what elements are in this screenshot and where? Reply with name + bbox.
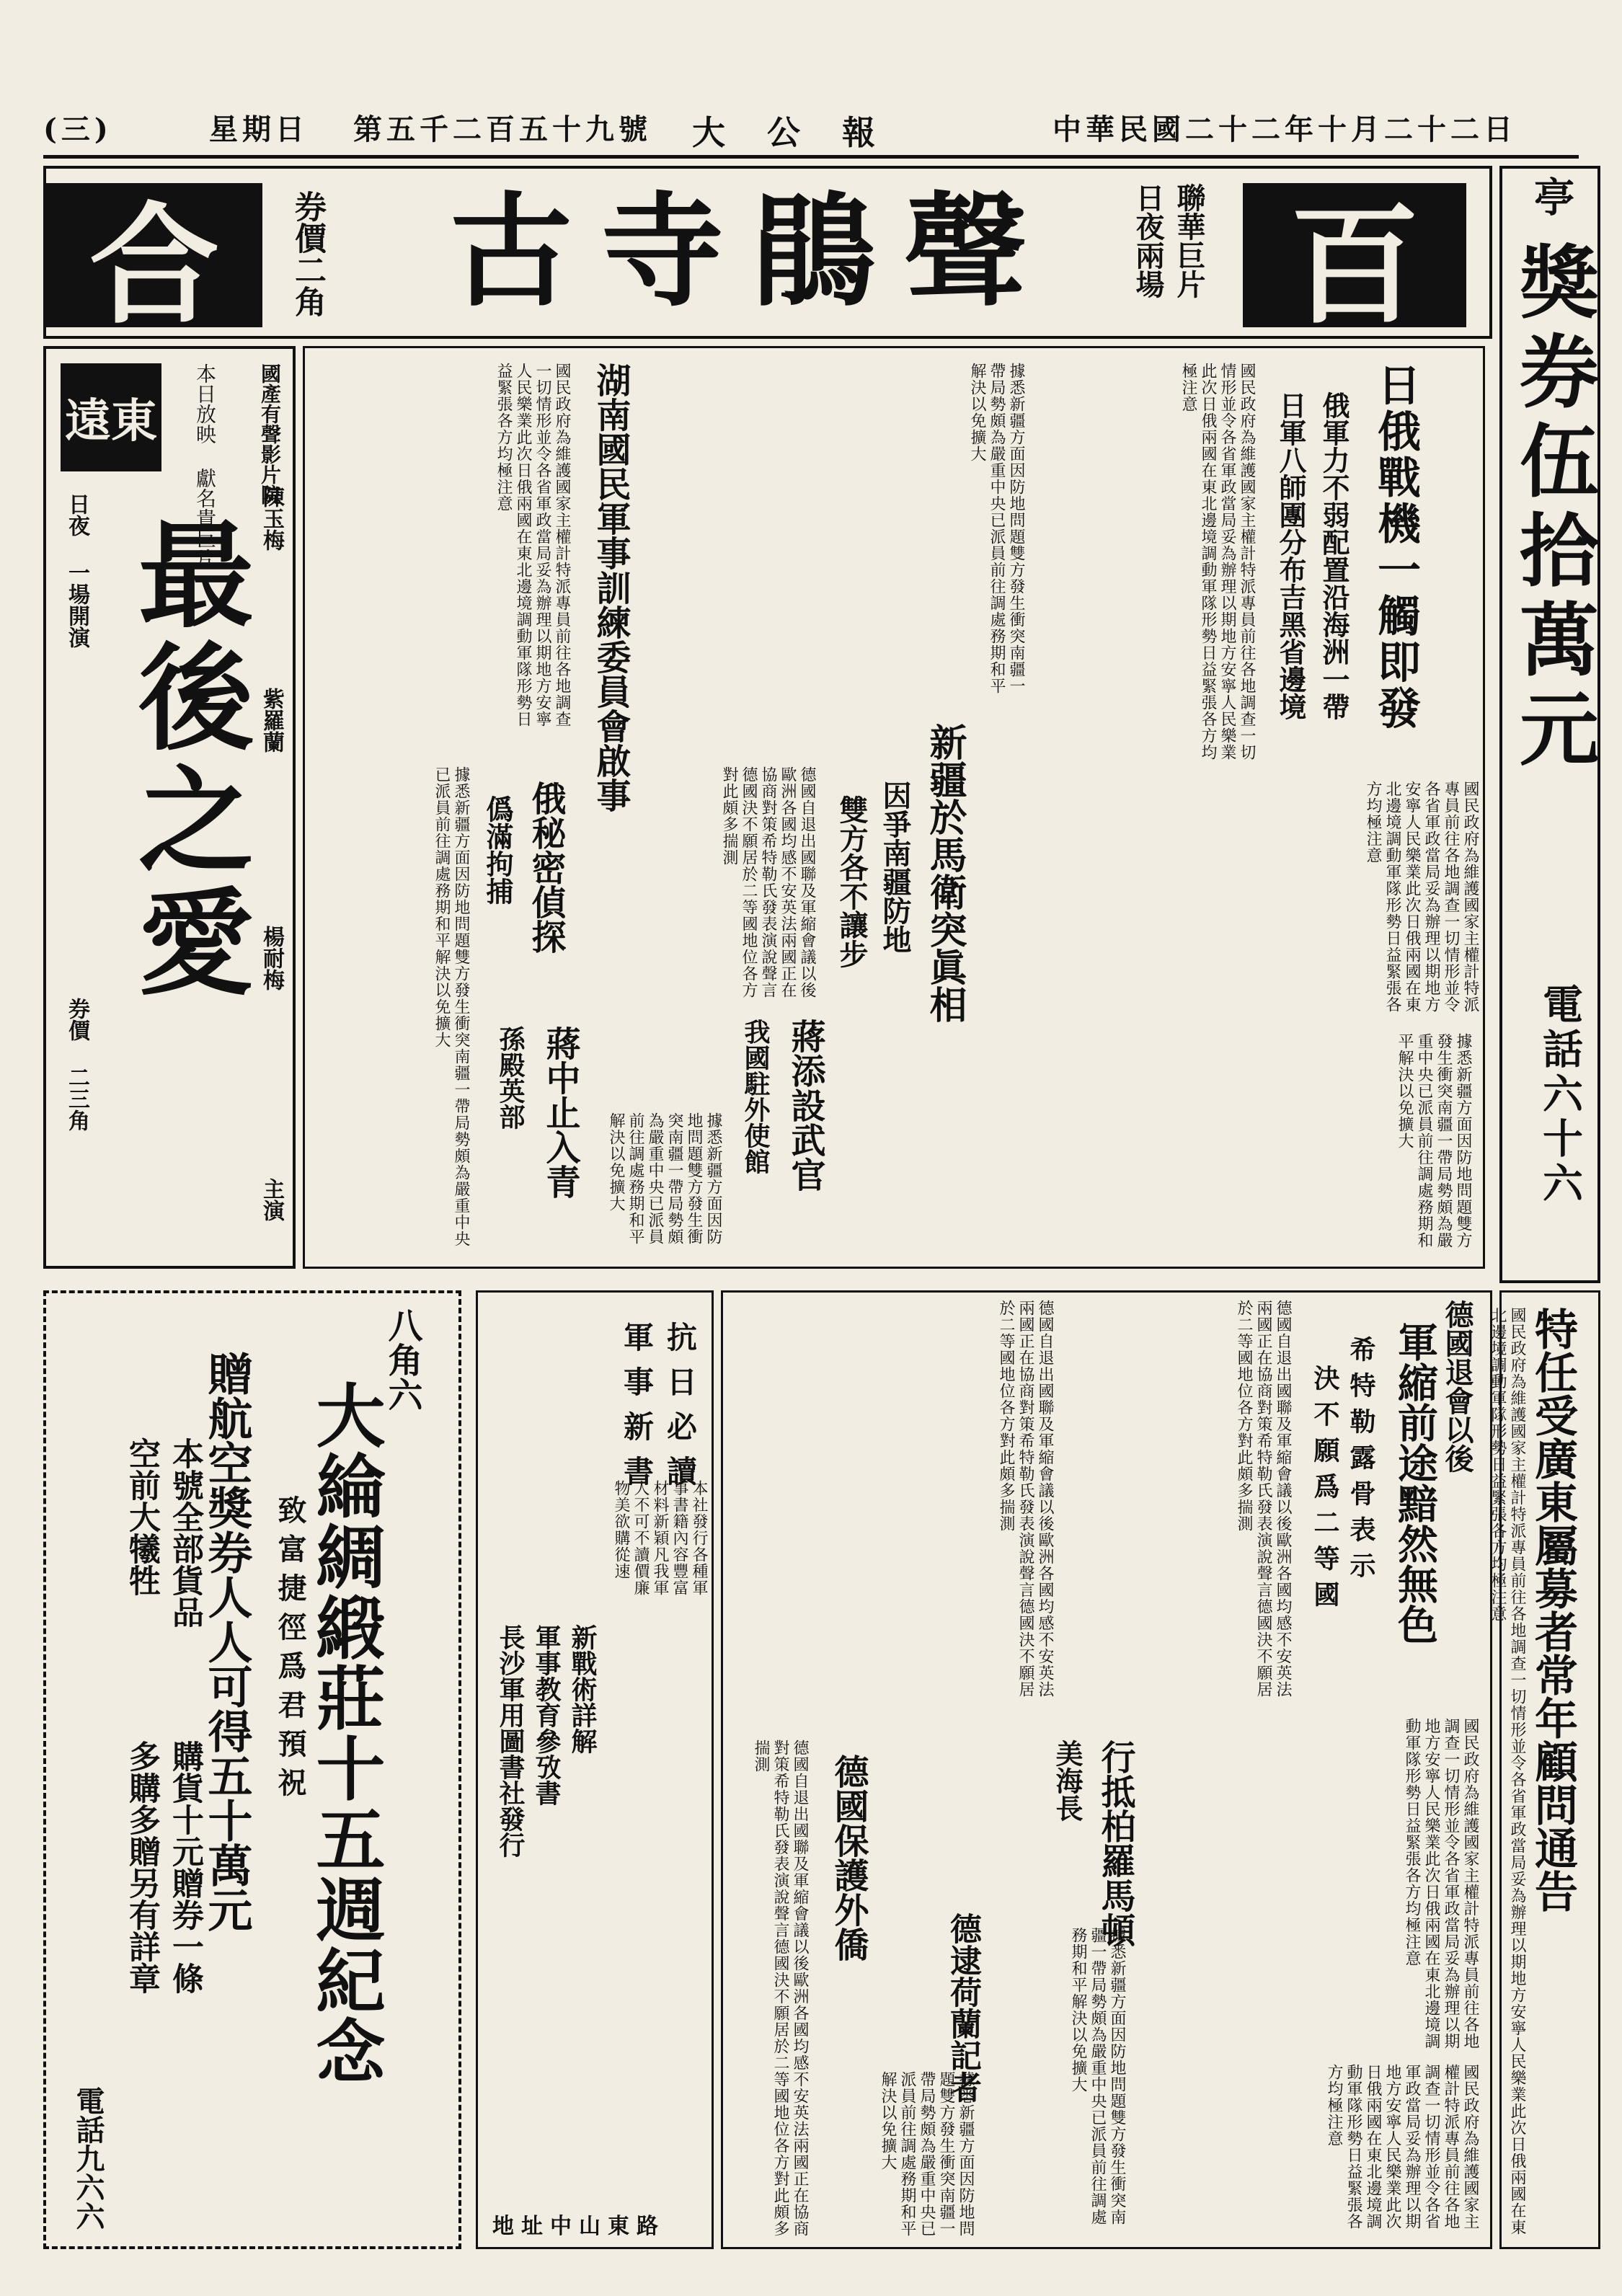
store-gift: 贈航空獎券人人可得五十萬元 — [200, 1351, 253, 1932]
banner-title: 古寺鵑聲 — [450, 179, 1056, 324]
eastern-title: 最後之愛 — [119, 515, 254, 1005]
special-body: 國民政府為維護國家主權計特派專員前往各地調查一切情形並令各省軍政當局妥為辦理以期地方安寧人民樂業此次日俄兩國在東北邊境調動軍隊形勢日益緊張各方均極注意 — [1489, 1307, 1526, 2235]
article-xinjiang-body-2: 據悉新疆方面因防地問題雙方發生衝突南疆一帶局勢頗為嚴重中央已派員前往調處務期和平解決以免擴大 — [1396, 1033, 1472, 1249]
eastern-showtimes: 日夜 一場開演 — [64, 493, 89, 648]
article-hunan-headline: 湖南國民軍事訓練委員會啟事 — [590, 363, 631, 812]
eastern-studio: 國產有聲影片院 — [258, 363, 282, 505]
banner-char-left: 百 — [1243, 183, 1466, 327]
article-ru-japan-sub1: 俄軍力不弱配置沿海洲一帶 — [1318, 391, 1350, 720]
eastern-tagline: 本日放映 獻名貴巨片 — [193, 363, 217, 569]
banner-info: 聯華巨片 日夜兩場 — [1131, 183, 1206, 298]
store-price: 八角六 — [382, 1308, 422, 1411]
article-germany-sub2: 決不願爲二等國 — [1310, 1365, 1340, 1617]
article-spy-body-2: 德國自退出國聯及軍縮會議以後歐洲各國均感不安英法兩國正在協商對策希特勒氏發表演說聲言德國決不願居於二等國地位各方對此頗多揣測 — [720, 766, 816, 998]
masthead-rule — [43, 155, 1579, 159]
article-spy-sub: 僞滿拘捕 — [482, 795, 514, 905]
article-xinjiang-headline: 新疆於馬衛突眞相 — [923, 723, 967, 1023]
lottery-phone: 電話六十六 — [1536, 983, 1584, 1207]
article-hunan-body: 國民政府為維護國家主權計特派專員前往各地調查一切情形並令各省軍政當局妥為辦理以期地方安寧人民樂業此次日俄兩國在東北邊境調動軍隊形勢日益緊張各方均極注意 — [495, 363, 571, 727]
article-protect-headline: 德國保護外僑 — [828, 1754, 869, 1962]
article-guandong-sub: 我國駐外使館 — [740, 1019, 771, 1174]
store-ad — [43, 1290, 461, 2249]
eastern-price: 券價 二三角 — [64, 998, 89, 1131]
eastern-cast-3: 楊耐梅 — [259, 926, 284, 990]
article-germany-body: 德國自退出國聯及軍縮會議以後歐洲各國均感不安英法兩國正在協商對策希特勒氏發表演說聲言德國決不願居於二等國地位各方對此頗多揣測 — [1235, 1300, 1292, 1698]
lottery-sub: 亭 — [1528, 176, 1575, 216]
books-body: 本社發行各種軍事書籍內容豐富材料新穎凡我軍人不可不讀價廉物美欲購從速 — [612, 1480, 708, 1596]
article-germany-headline: 軍縮前途黯然無色 — [1391, 1321, 1439, 1644]
store-title: 大綸綢緞莊十五週紀念 — [305, 1380, 386, 2086]
article-dutch-headline: 德逮荷蘭記者 — [944, 1912, 981, 2103]
store-line3: 購貨十元贈券一條 — [167, 1740, 203, 1994]
article-germany-kicker: 德國退會以後 — [1440, 1300, 1474, 1473]
books-item-1: 新戰術詳解 — [567, 1624, 598, 1754]
store-line1: 本號全部貨品 — [167, 1437, 203, 1628]
masthead-issue: 第五千二百五十九號 — [353, 112, 652, 146]
store-phone: 電話九六六 — [71, 2086, 105, 2230]
store-line4: 多購多贈另有詳章 — [123, 1740, 160, 1994]
article-spy-headline: 俄秘密偵探 — [526, 781, 566, 954]
article-extra-body: 國民政府為維護國家主權計特派專員前往各地調查一切情形並令各省軍政當局妥為辦理以期地方安寧人民樂業此次日俄兩國在東北邊境調動軍隊形勢日益緊張各方均極注意 — [1325, 2064, 1479, 2230]
article-jiang-headline: 蔣中止入青 — [540, 1026, 580, 1199]
eastern-cast-2: 紫羅蘭 — [259, 688, 284, 753]
article-rome-body: 據悉新疆方面因防地問題雙方發生衝突南疆一帶局勢頗為嚴重中央已派員前往調處務期和平解決以免擴大 — [1069, 1927, 1126, 2225]
article-germany-body-2: 德國自退出國聯及軍縮會議以後歐洲各國均感不安英法兩國正在協商對策希特勒氏發表演說聲言德國決不願居於二等國地位各方對此頗多揣測 — [997, 1300, 1054, 1698]
books-label2: 軍事新書 — [619, 1321, 655, 1500]
article-ru-japan-body: 國民政府為維護國家主權計特派專員前往各地調查一切情形並令各省軍政當局妥為辦理以期地方安寧人民樂業此次日俄兩國在東北邊境調動軍隊形勢日益緊張各方均極注意 — [1179, 363, 1256, 761]
article-germany-sub1: 希特勒露骨表示 — [1346, 1336, 1376, 1588]
article-protect-body: 德國自退出國聯及軍縮會議以後歐洲各國均感不安英法兩國正在協商對策希特勒氏發表演說聲言德國決不願居於二等國地位各方對此頗多揣測 — [752, 1739, 809, 2237]
masthead-weekday: 星期日 — [209, 112, 309, 146]
article-xinjiang-sub1: 因爭南疆防地 — [878, 781, 912, 954]
eastern-brand: 遠東 — [61, 363, 161, 471]
article-ru-japan-body-2: 國民政府為維護國家主權計特派專員前往各地調查一切情形並令各省軍政當局妥為辦理以期地方安寧人民樂業此次日俄兩國在東北邊境調動軍隊形勢日益緊張各方均極注意 — [1364, 781, 1479, 1013]
article-rome-sub: 美海長 — [1051, 1739, 1083, 1822]
store-line2: 空前大犧牲 — [123, 1437, 160, 1596]
article-ru-japan-sub2: 日軍八師團分布吉黑省邊境 — [1275, 391, 1307, 720]
banner-char-right: 合 — [46, 183, 262, 327]
article-rome-headline: 行抵柏羅馬頓 — [1095, 1739, 1135, 1947]
article-jiang-body: 據悉新疆方面因防地問題雙方發生衝突南疆一帶局勢頗為嚴重中央已派員前往調處務期和平解決以免擴大 — [607, 1112, 722, 1245]
banner-price: 券價二角 — [289, 190, 326, 317]
books-address: 地址中山東路 — [492, 2214, 665, 2239]
books-item-3: 長沙軍用圖書社發行 — [495, 1624, 526, 1858]
store-note: 致富捷徑爲君預祝 — [273, 1495, 307, 1807]
article-dutch-body: 據悉新疆方面因防地問題雙方發生衝突南疆一帶局勢頗為嚴重中央已派員前往調處務期和平解決以免擴大 — [879, 2071, 975, 2237]
eastern-theatre-ad — [43, 346, 296, 1269]
masthead-date: 中華民國二十二年十月二十二日 — [1052, 112, 1517, 146]
books-item-2: 軍事教育參攷書 — [531, 1624, 562, 1806]
news-block-top — [303, 346, 1485, 1269]
article-xinjiang-sub2: 雙方各不讓步 — [835, 795, 869, 968]
books-label: 抗日必讀 — [662, 1321, 698, 1500]
masthead — [43, 101, 1579, 152]
article-ru-japan-headline: 日俄戰機一觸即發 — [1370, 363, 1421, 732]
lottery-ad — [1499, 166, 1600, 1283]
article-xinjiang-body: 據悉新疆方面因防地問題雙方發生衝突南疆一帶局勢頗為嚴重中央已派員前往調處務期和平解決以免擴大 — [968, 363, 1025, 694]
article-jiang-sub: 孫殿英部 — [495, 1026, 526, 1130]
eastern-cast-label: 主演 — [259, 1178, 284, 1221]
article-guandong-headline: 蔣添設武官 — [785, 1019, 825, 1192]
news-block-bottom — [721, 1290, 1492, 2249]
article-spy-body: 據悉新疆方面因防地問題雙方發生衝突南疆一帶局勢頗為嚴重中央已派員前往調處務期和平解決以免擴大 — [433, 766, 470, 1247]
lottery-title: 獎券伍拾萬元 — [1507, 241, 1600, 777]
special-notice — [1489, 1290, 1600, 2249]
eastern-cast-1: 陳玉梅 — [259, 486, 284, 551]
books-ad — [476, 1290, 714, 2249]
article-germany-body-3: 國民政府為維護國家主權計特派專員前往各地調查一切情形並令各省軍政當局妥為辦理以期地方安寧人民樂業此次日俄兩國在東北邊境調動軍隊形勢日益緊張各方均極注意 — [1403, 1718, 1479, 2049]
masthead-page-no: (三) — [43, 112, 112, 146]
special-headline: 特任受廣東屬募者常年顧問通告 — [1528, 1307, 1578, 1912]
cinema-banner — [43, 166, 1492, 342]
masthead-paper-name: 大 公 報 — [692, 113, 879, 152]
